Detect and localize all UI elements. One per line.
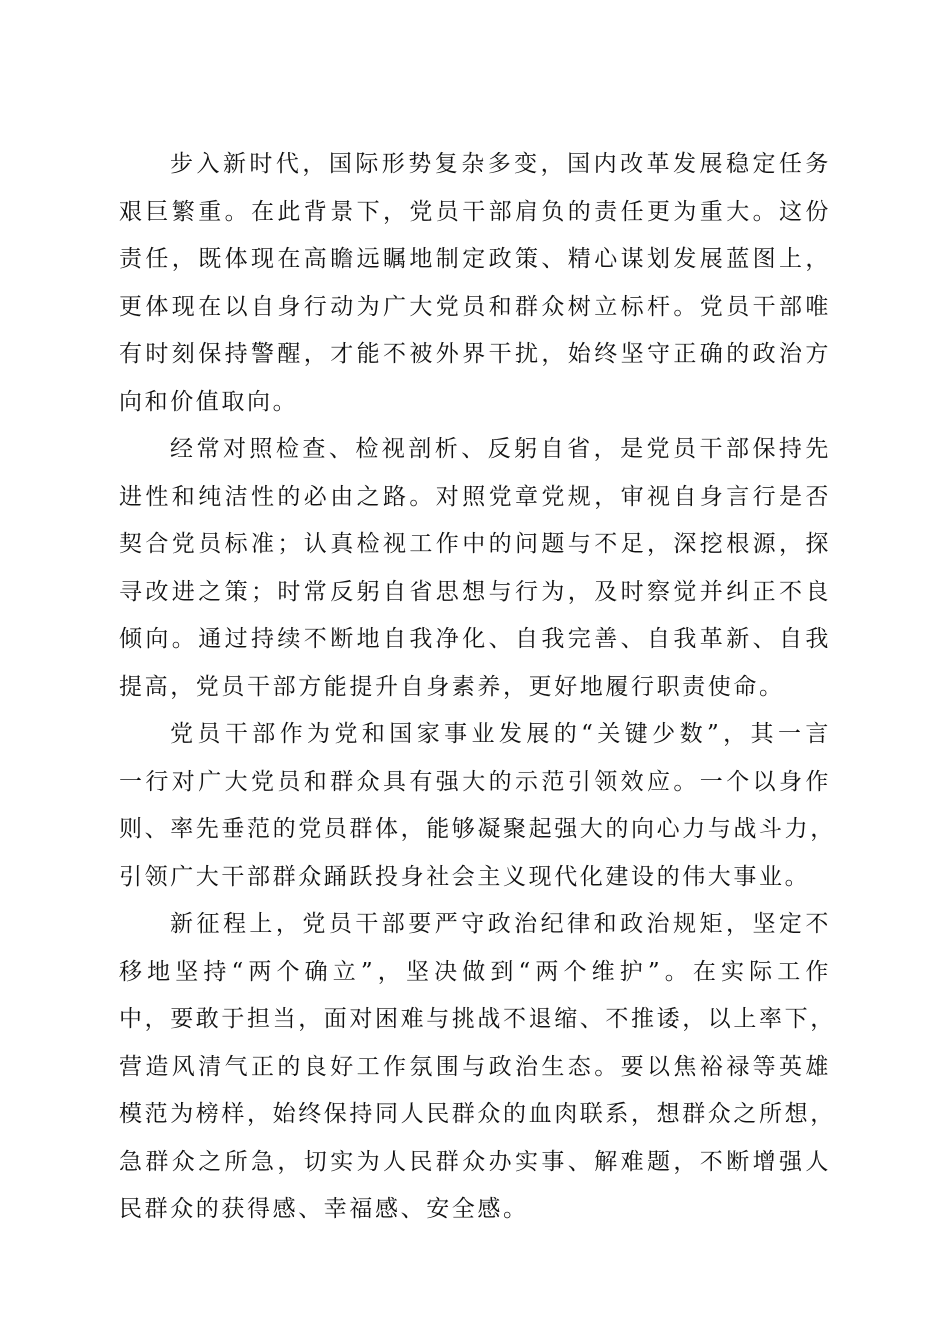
text-line: 更体现在以自身行动为广大党员和群众树立标杆。党员干部唯 [119,293,831,320]
text-line: 营造风清气正的良好工作氛围与政治生态。要以焦裕禄等英雄 [119,1053,831,1080]
text-line: 进性和纯洁性的必由之路。对照党章党规，审视自身言行是否 [119,483,831,510]
text-line: 民群众的获得感、幸福感、安全感。 [119,1196,529,1222]
text-line: 责任，既体现在高瞻远瞩地制定政策、精心谋划发展蓝图上， [119,246,831,272]
document-body [119,141,836,1234]
text-line: 提高，党员干部方能提升自身素养，更好地履行职责使命。 [119,673,785,700]
text-line: 有时刻保持警醒，才能不被外界干扰，始终坚守正确的政治方 [119,341,831,367]
paragraph-1 [119,141,831,426]
text-line: 寻改进之策；时常反躬自省思想与行为，及时察觉并纠正不良 [119,578,831,605]
text-line: 引领广大干部群众踊跃投身社会主义现代化建设的伟大事业。 [119,863,811,890]
text-line: 倾向。通过持续不断地自我净化、自我完善、自我革新、自我 [119,626,831,652]
text-line: 契合党员标准；认真检视工作中的问题与不足，深挖根源，探 [119,531,831,557]
paragraph-2 [119,426,831,711]
paragraph-3 [119,711,836,901]
text-line: 向和价值取向。 [119,388,299,415]
text-line: 步入新时代，国际形势复杂多变，国内改革发展稳定任务 [170,151,831,177]
text-line: 模范为榜样，始终保持同人民群众的血肉联系，想群众之所想， [119,1101,836,1127]
text-line: 中，要敢于担当，面对困难与挑战不退缩、不推诿，以上率下， [119,1006,836,1032]
text-line: 艰巨繁重。在此背景下，党员干部肩负的责任更为重大。这份 [119,198,831,225]
text-line: 急群众之所急，切实为人民群众办实事、解难题，不断增强人 [119,1148,831,1175]
text-line: 经常对照检查、检视剖析、反躬自省，是党员干部保持先 [170,436,831,462]
text-line: 移地坚持“两个确立”，坚决做到“两个维护”。在实际工作 [119,958,831,985]
text-line: 则、率先垂范的党员群体，能够凝聚起强大的向心力与战斗力， [119,816,836,842]
text-line: 党员干部作为党和国家事业发展的“关键少数”，其一言 [170,721,831,747]
text-line: 一行对广大党员和群众具有强大的示范引领效应。一个以身作 [119,768,831,795]
text-line: 新征程上，党员干部要严守政治纪律和政治规矩，坚定不 [170,911,831,937]
paragraph-4 [119,901,836,1234]
